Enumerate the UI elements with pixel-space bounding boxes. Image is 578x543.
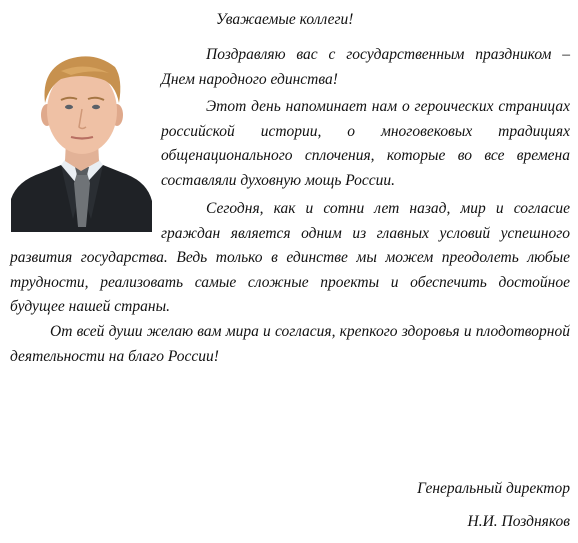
signature-title: Генеральный директор xyxy=(417,480,570,497)
letter-paragraph-1: Поздравляю вас с государственным праздником – Днем народного единства! xyxy=(161,46,570,88)
letter-greeting: Уважаемые коллеги! xyxy=(216,11,354,28)
letter-paragraph-3: Сегодня, как и сотни лет назад, мир и согласие граждан является одним из главных условий успешного развития государства. Ведь только в единстве мы можем преодолеть любые трудности, реализовать самые сложные проекты и обеспечить достойное будущее нашей страны. xyxy=(10,200,570,315)
signature-name: Н.И. Поздняков xyxy=(467,513,570,530)
letter-paragraph-4: От всей души желаю вам мира и согласия, крепкого здоровья и плодотворной деятельности на благо России! xyxy=(10,323,570,365)
letter-paragraph-2: Этот день напоминает нам о героических страницах российской истории, о многовековых традициях общенационального сплочения, которые во все времена составляли духовную мощь России. xyxy=(161,98,570,189)
